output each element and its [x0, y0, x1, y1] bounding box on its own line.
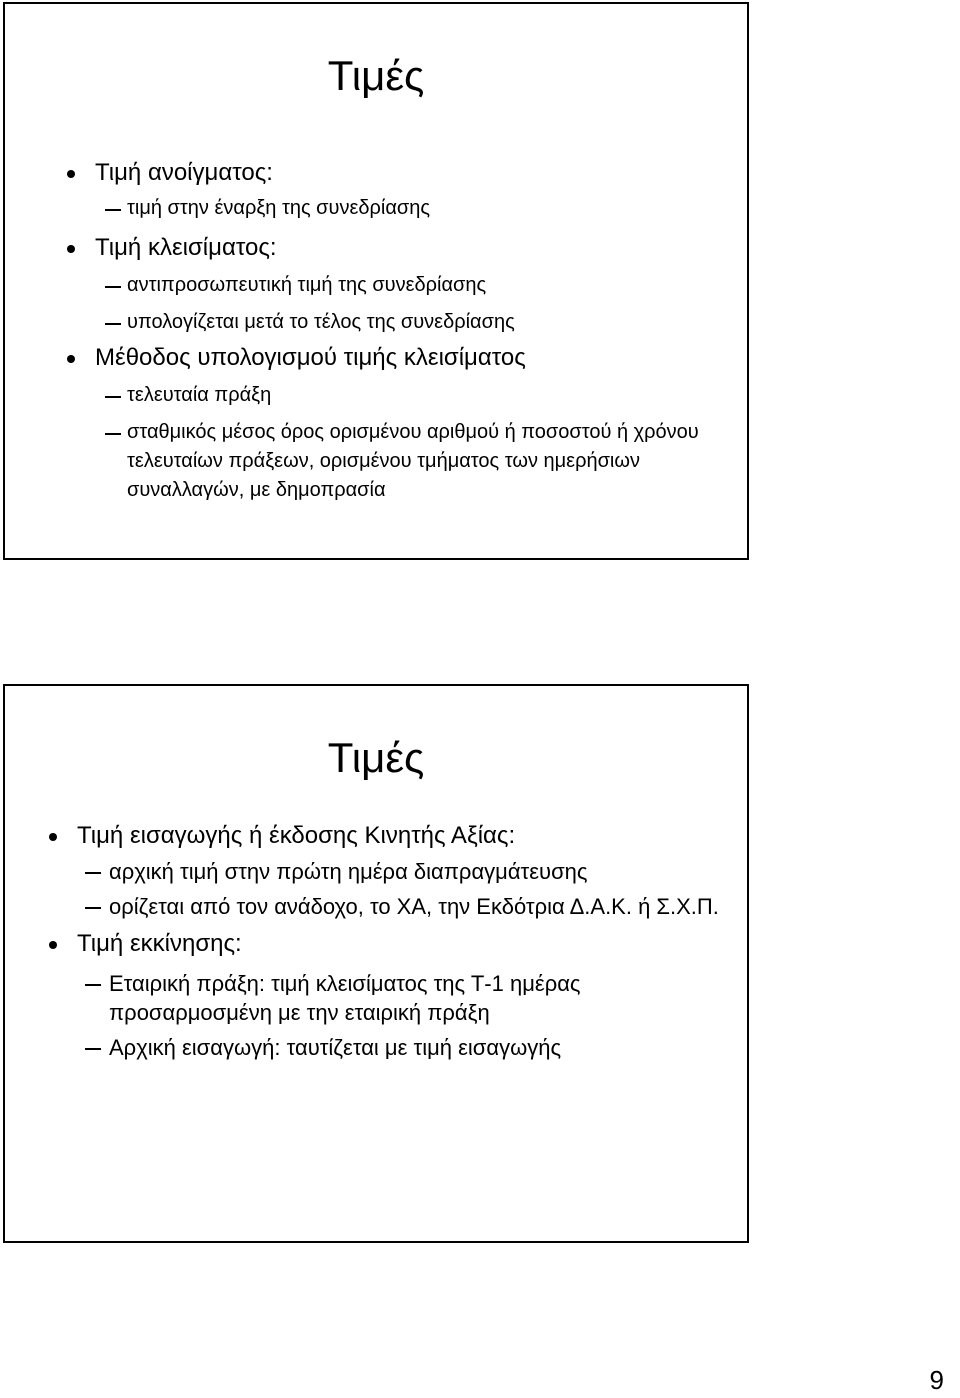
bullet-text: Τιμή ανοίγματος: — [95, 159, 273, 186]
dash-icon — [105, 323, 121, 325]
bullet-text: Τιμή εισαγωγής ή έκδοσης Κινητής Αξίας: — [77, 822, 516, 849]
sub-bullet-text: τιμή στην έναρξη της συνεδρίασης — [127, 197, 430, 219]
slide-1-title: Τιμές — [327, 52, 425, 99]
sub-bullet-text: Εταιρική πράξη: τιμή κλεισίματος της Τ-1 ημέρας προσαρμοσμένη με την εταιρική πράξη — [109, 971, 581, 1025]
sub-bullet — [67, 194, 737, 223]
bullet — [67, 156, 737, 190]
bullet-dot-icon — [49, 833, 57, 841]
sub-bullet-text: αντιπροσωπευτική τιμή της συνεδρίασης — [127, 274, 487, 296]
slide-1 — [3, 2, 749, 560]
bullet — [67, 231, 737, 265]
bullet-text: Τιμή εκκίνησης: — [77, 930, 242, 957]
sub-bullet — [67, 418, 737, 505]
sub-bullet-text: Αρχική εισαγωγή: ταυτίζεται με τιμή εισαγωγής — [109, 1035, 562, 1060]
sub-bullet — [67, 381, 737, 410]
bullet-dot-icon — [67, 355, 75, 363]
bullet — [67, 341, 737, 375]
dash-icon — [105, 396, 121, 398]
dash-icon — [85, 984, 101, 986]
sub-bullet-text: τελευταία πράξη — [127, 384, 272, 406]
dash-icon — [105, 286, 121, 288]
slide-2 — [3, 684, 749, 1243]
sub-bullet-text: σταθμικός μέσος όρος ορισμένου αριθμού ή ποσοστού ή χρόνου τελευταίων πράξεων, ορισμένου τμήματος των ημερήσιων συναλλαγών, με δημοπρασία — [127, 421, 699, 501]
sub-bullet — [67, 308, 737, 337]
bullet-text: Μέθοδος υπολογισμού τιμής κλεισίματος — [95, 344, 526, 371]
dash-icon — [85, 1048, 101, 1050]
dash-icon — [85, 872, 101, 874]
sub-bullet — [49, 969, 709, 1027]
sub-bullet — [49, 892, 729, 921]
bullet-dot-icon — [49, 941, 57, 949]
bullet-dot-icon — [67, 245, 75, 253]
sub-bullet-text: υπολογίζεται μετά το τέλος της συνεδρίασης — [127, 311, 515, 333]
sub-bullet — [49, 1033, 739, 1062]
bullet-text: Τιμή κλεισίματος: — [95, 234, 277, 261]
bullet — [49, 819, 739, 853]
slide-2-bullet-list — [49, 819, 739, 1066]
sub-bullet-text: αρχική τιμή στην πρώτη ημέρα διαπραγμάτευσης — [109, 859, 588, 884]
sub-bullet — [49, 857, 739, 886]
dash-icon — [105, 209, 121, 211]
sub-bullet-text: ορίζεται από τον ανάδοχο, το ΧΑ, την Εκδότρια Δ.Α.Κ. ή Σ.Χ.Π. — [109, 894, 719, 919]
bullet — [49, 927, 739, 961]
slide-1-bullet-list — [67, 156, 737, 515]
sub-bullet — [67, 271, 737, 300]
dash-icon — [85, 907, 101, 909]
slide-2-title: Τιμές — [327, 734, 425, 781]
page-number: 9 — [929, 1365, 944, 1395]
dash-icon — [105, 433, 121, 435]
bullet-dot-icon — [67, 170, 75, 178]
